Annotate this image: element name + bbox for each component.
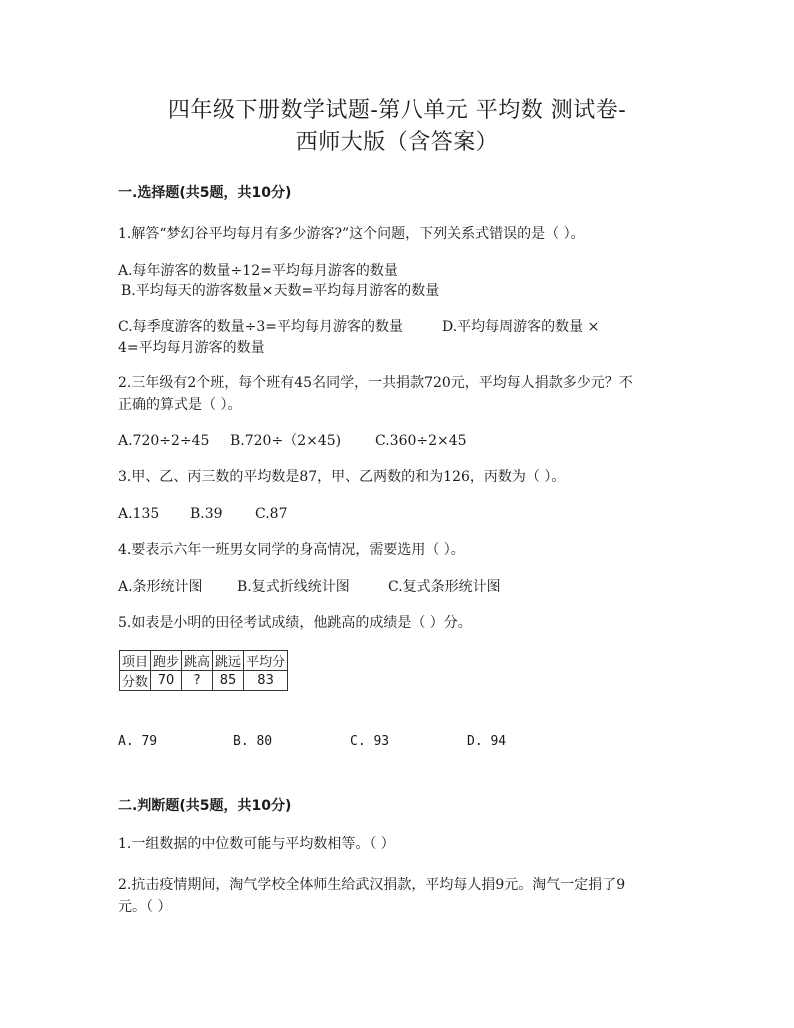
judge-q1: 1.一组数据的中位数可能与平均数相等。（ ） [118, 836, 395, 852]
q4-option-a: A.条形统计图 [118, 579, 203, 595]
table-cell: 跑步 [151, 651, 182, 671]
q4-option-b: B.复式折线统计图 [237, 579, 350, 595]
score-table-header-row [120, 651, 288, 671]
q1-option-d: D.平均每周游客的数量 × [442, 319, 600, 335]
q1-option-b: B.平均每天的游客数量×天数=平均每月游客的数量 [121, 283, 440, 299]
section1-heading: 一.选择题(共5题，共10分) [118, 185, 292, 201]
q1-option-a: A.每年游客的数量÷12=平均每月游客的数量 [118, 263, 398, 279]
q4-option-c: C.复式条形统计图 [388, 579, 501, 595]
judge-q2-line1: 2.抗击疫情期间，淘气学校全体师生给武汉捐款，平均每人捐9元。淘气一定捐了9 [118, 877, 626, 893]
q1-option-c: C.每季度游客的数量÷3=平均每月游客的数量 [118, 319, 404, 335]
score-table [119, 650, 288, 691]
q5-option-d: D. 94 [467, 734, 507, 749]
q4-stem: 4.要表示六年一班男女同学的身高情况，需要选用（ ）。 [118, 542, 465, 558]
q1-option-d-cont: 4=平均每月游客的数量 [118, 340, 265, 356]
q5-option-a: A. 79 [118, 734, 158, 749]
judge-q2-line2: 元。（ ） [118, 899, 172, 915]
q2-option-c: C.360÷2×45 [375, 433, 467, 449]
q5-option-c: C. 93 [350, 734, 390, 749]
table-cell: 70 [151, 671, 182, 691]
document-title-line1: 四年级下册数学试题-第八单元 平均数 测试卷- [167, 98, 627, 123]
q3-option-c: C.87 [255, 506, 288, 522]
q2-option-b: B.720÷（2×45) [230, 433, 342, 449]
q3-option-b: B.39 [190, 506, 223, 522]
q5-stem: 5.如表是小明的田径考试成绩，他跳高的成绩是（ ）分。 [118, 615, 472, 631]
q2-stem-line1: 2.三年级有2个班，每个班有45名同学，一共捐款720元，平均每人捐款多少元？不 [118, 375, 633, 391]
table-cell: 85 [213, 671, 244, 691]
table-cell: 跳远 [213, 651, 244, 671]
q5-option-b: B. 80 [233, 734, 273, 749]
table-cell: 分数 [120, 671, 151, 691]
table-cell: 平均分 [244, 651, 288, 671]
q1-stem: 1.解答“梦幻谷平均每月有多少游客?”这个问题，下列关系式错误的是（ ）。 [118, 226, 585, 242]
section2-heading: 二.判断题(共5题，共10分) [118, 798, 292, 814]
q3-stem: 3.甲、乙、丙三数的平均数是87，甲、乙两数的和为126，丙数为（ ）。 [118, 469, 566, 485]
table-cell: 83 [244, 671, 288, 691]
table-cell: 项目 [120, 651, 151, 671]
document-title-line2: 西师大版（含答案） [295, 130, 499, 155]
q2-option-a: A.720÷2÷45 [118, 433, 210, 449]
q2-stem-line2: 正确的算式是（ ）。 [118, 397, 242, 413]
table-cell: 跳高 [182, 651, 213, 671]
q3-option-a: A.135 [118, 506, 160, 522]
table-cell: ? [182, 671, 213, 691]
score-table-data-row [120, 671, 288, 691]
